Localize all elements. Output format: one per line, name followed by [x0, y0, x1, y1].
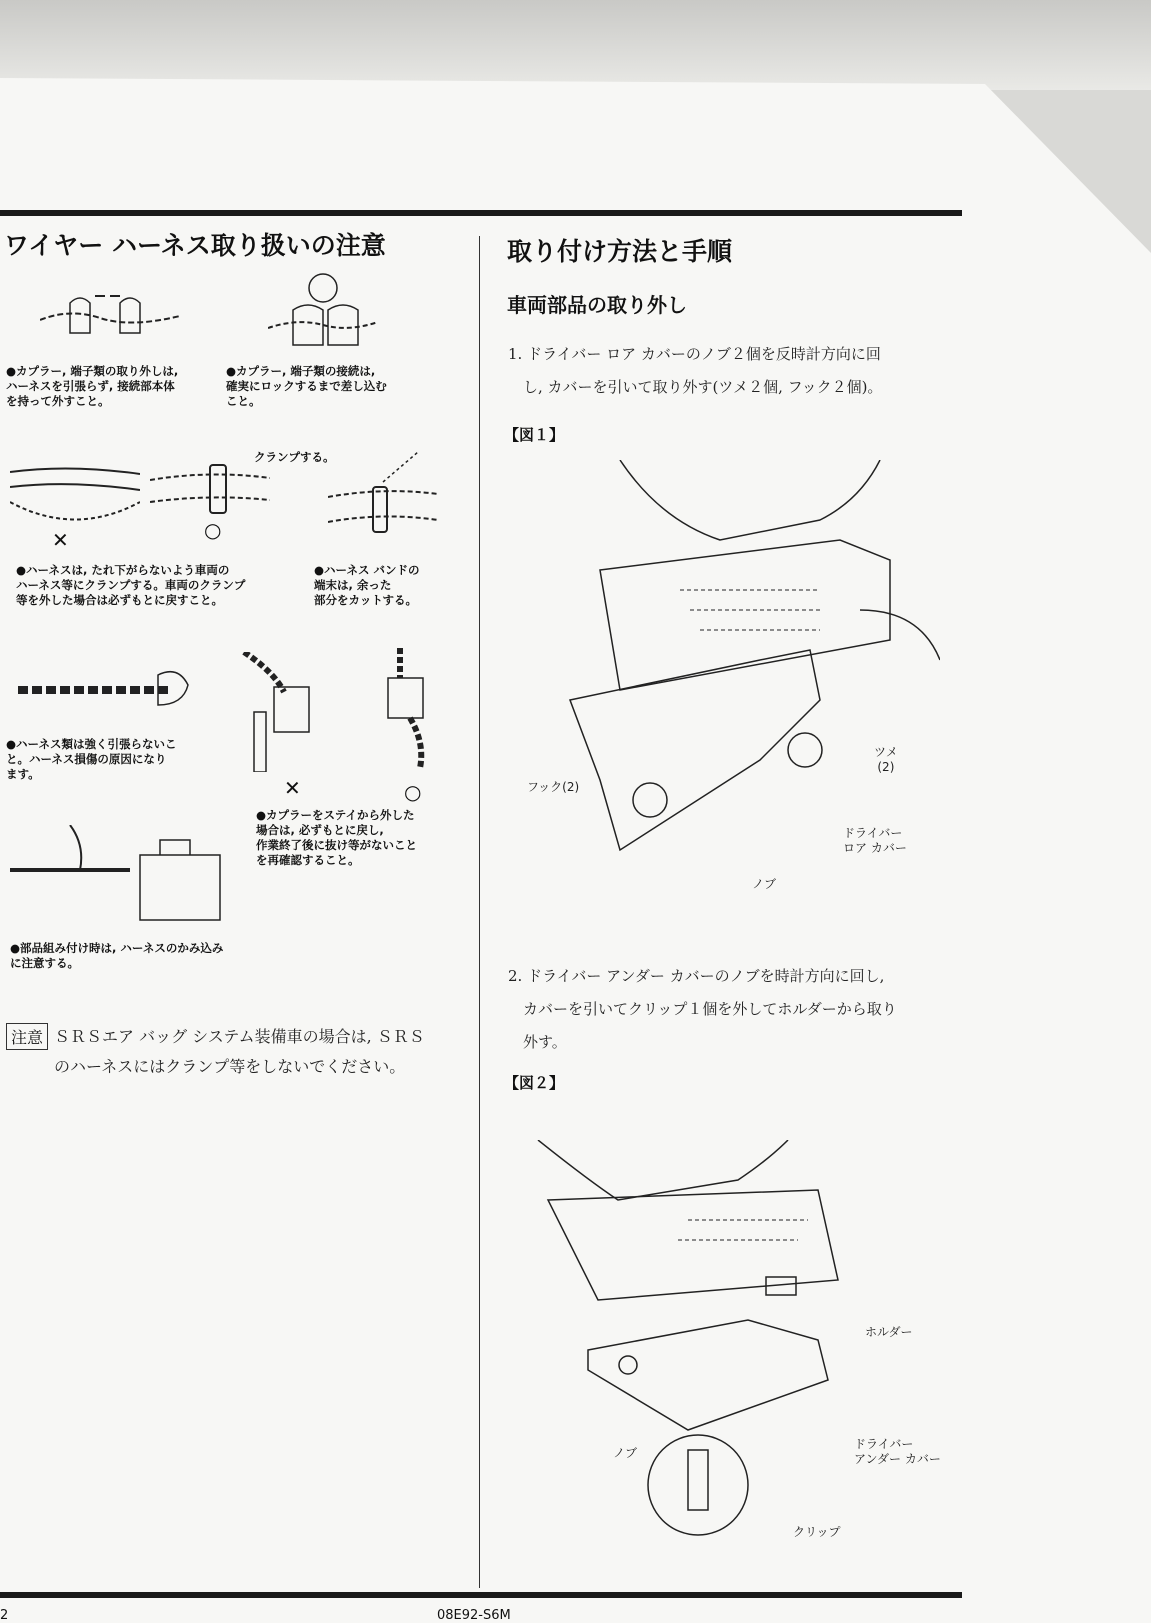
fig2-callout-under-cover: ドライバー アンダー カバー	[854, 1437, 941, 1466]
correct-mark-icon: ○	[204, 518, 222, 542]
harness-pull-illustration	[18, 660, 193, 720]
coupler-stay-illustration	[234, 652, 344, 772]
bottom-rule	[0, 1592, 962, 1598]
fig2-callout-holder: ホルダー	[865, 1325, 913, 1339]
caption-no-pull: ●ハーネス類は強く引張らないこ と。ハーネス損傷の原因になり ます。	[6, 737, 177, 781]
figure-1-lower-cover-diagram	[560, 460, 940, 880]
fig1-callout-knob: ノブ	[752, 877, 777, 891]
harness-band-illustration	[328, 452, 438, 547]
wrong-mark-icon: ✕	[52, 528, 69, 552]
harness-disconnect-illustration	[40, 288, 180, 348]
caption-pinch: ●部品組み付け時は, ハーネスのかみ込み に注意する。	[10, 941, 224, 970]
step-1-text: 1. ドライバー ロア カバーのノブ２個を反時計方向に回 し, カバーを引いて取り外す(ツメ２個, フック２個)。	[508, 345, 883, 396]
figure-2-label: 【図２】	[504, 1074, 565, 1092]
page-number: 2	[0, 1608, 9, 1623]
fig1-callout-tab: ツメ (2)	[874, 745, 898, 774]
fig2-callout-clip: クリップ	[793, 1525, 841, 1539]
harness-pinch-illustration	[10, 825, 240, 925]
caption-connect: ●カプラー, 端子類の接続は, 確実にロックするまで差し込む こと。	[226, 364, 387, 408]
removal-subtitle: 車両部品の取り外し	[507, 293, 687, 317]
left-section-title: ワイヤー ハーネス取り扱いの注意	[4, 231, 386, 260]
top-rule	[0, 210, 962, 216]
caution-text: ＳＲＳエア バッグ システム装備車の場合は, ＳＲＳ のハーネスにはクランプ等をしないでください。	[54, 1027, 425, 1076]
right-section-title: 取り付け方法と手順	[507, 237, 733, 266]
harness-connect-illustration	[268, 270, 378, 355]
document-code: 08E92-S6M	[437, 1608, 511, 1623]
wrong-mark-icon: ✕	[284, 776, 301, 800]
caption-clamp-harness: ●ハーネスは, たれ下がらないよう車両の ハーネス等にクランプする。車両のクランプ 等を外した場合は必ずもとに戻すこと。	[16, 563, 246, 607]
fig1-callout-lower-cover: ドライバー ロア カバー	[843, 826, 907, 855]
caption-coupler-stay: ●カプラーをステイから外した 場合は, 必ずもとに戻し, 作業終了後に抜け等がないこと を再確認すること。	[256, 808, 417, 867]
column-divider	[479, 236, 480, 1588]
fig2-callout-knob: ノブ	[613, 1446, 638, 1460]
step-2-text: 2. ドライバー アンダー カバーのノブを時計方向に回し, カバーを引いてクリップ１個を外してホルダーから取り 外す。	[508, 967, 897, 1051]
coupler-attached-illustration	[380, 648, 450, 768]
figure-1-label: 【図１】	[504, 426, 565, 444]
scan-background	[0, 0, 1151, 90]
figure-2-under-cover-diagram	[508, 1140, 868, 1550]
correct-mark-icon: ○	[404, 780, 422, 804]
fig1-callout-hook: フック(2)	[527, 780, 580, 794]
caption-clamp: クランプする。	[254, 450, 335, 464]
caption-disconnect: ●カプラー, 端子類の取り外しは, ハーネスを引張らず, 接続部本体 を持って外すこと。	[6, 364, 179, 408]
harness-sagging-illustration	[10, 462, 140, 532]
caption-band-cut: ●ハーネス バンドの 端末は, 余った 部分をカットする。	[314, 563, 420, 607]
caution-label: 注意	[6, 1023, 48, 1050]
